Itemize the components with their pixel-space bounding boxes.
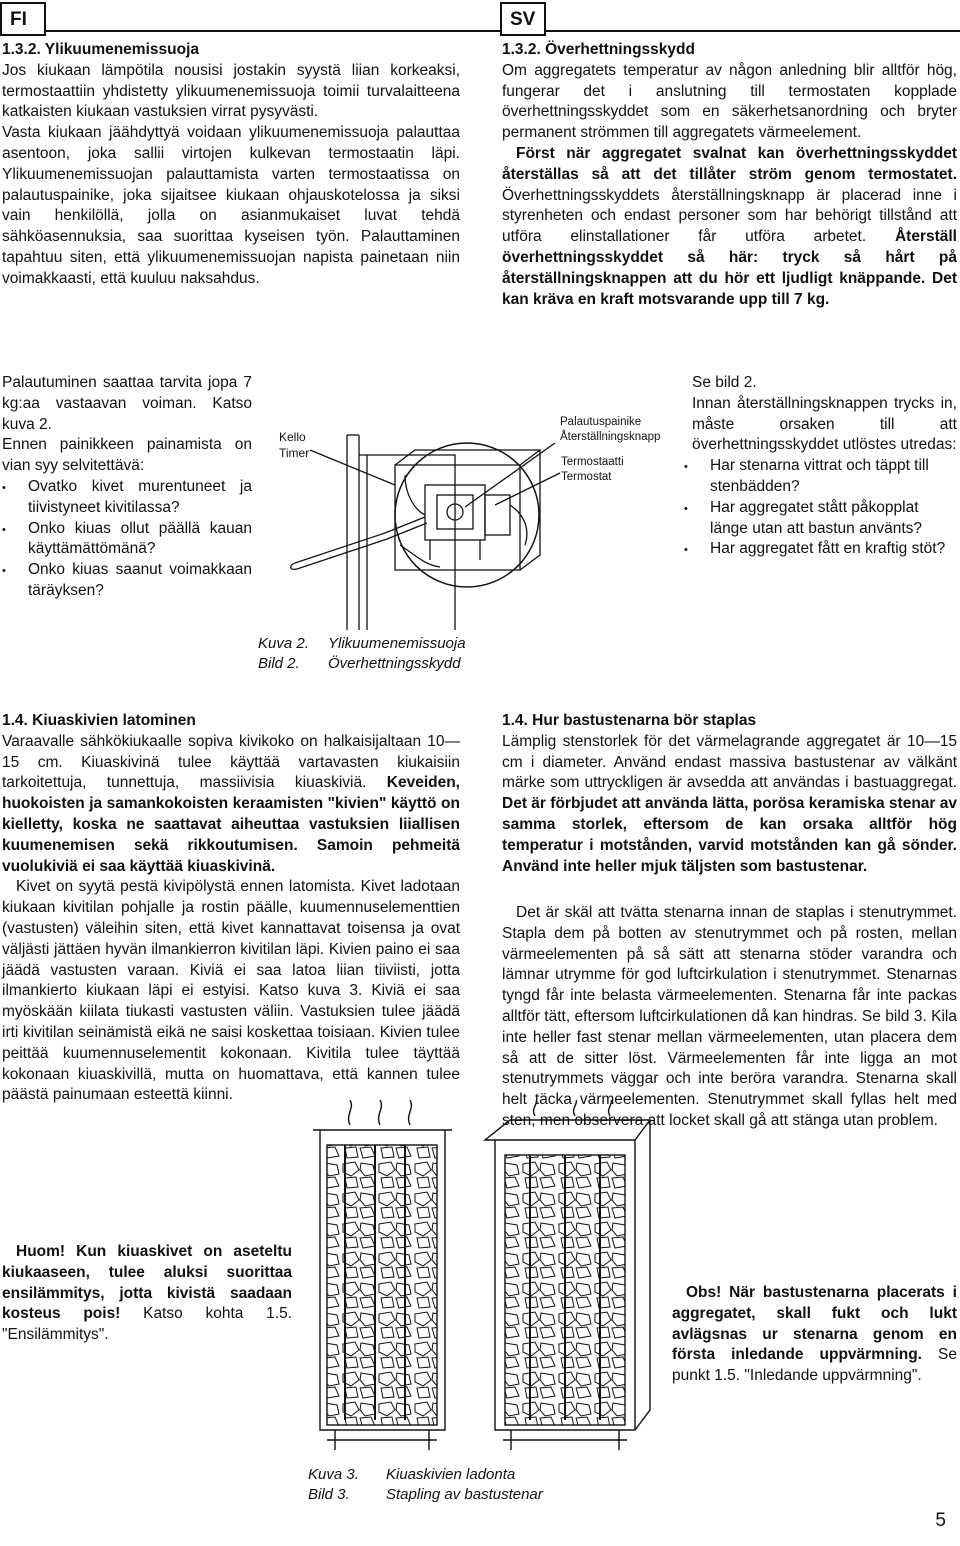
- list-item: • Onko kiuas ollut päällä kauan käyttämättömänä?: [2, 519, 252, 561]
- sv-paragraph: Det är skäl att tvätta stenarna innan de staplas i stenutrymmet. Stapla dem på botten av stenutrymmet och på rosten, mellan värmeelementen på så sätt att stenarna stöder varandra och lämnar utrymme för god luftcirkulation i stenutrymmet. Stenarnas tyngd får inte belasta värmeelementen. Stenarna får inte packas alltför tätt, eftersom luftcirkulationen då kan hindras. Se bild 3. Kila inte heller fast stenar mellan värmeelementen, utan placera dem så att de sitter löst. Värmeelementen får inte ligga an mot stenutrymmets väggar och inte beröra varandra. Stenarna skall helt täcka värmeelementen. Stenutrymmet skall fyllas helt med sten, men observera att locket skall gå att stänga utan problem.: [502, 904, 957, 1129]
- fi-text: Katso kohta 1.5. "Ensilämmitys".: [2, 1305, 292, 1344]
- list-item: • Onko kiuas saanut voimakkaan täräyksen?: [2, 560, 252, 602]
- fi-section-1-3-2: [2, 40, 460, 290]
- list-item: • Ovatko kivet murentuneet ja tiivistyneet kivitilassa?: [2, 477, 252, 519]
- label-thermostat-sv: Termostat: [561, 471, 612, 483]
- label-reset-fi: Palautuspainike: [560, 416, 642, 428]
- list-item: • Har aggregatet stått påkopplat länge utan att bastun använts?: [684, 498, 957, 540]
- sv-paragraph: Innan återställningsknappen trycks in, måste orsaken till att överhettningsskyddet utlöstes utredas:: [692, 394, 957, 454]
- sv-text: Överhettningsskyddets återställningsknapp är placerad inne i styrenheten och endast personer som har behörigt tillstånd att utföra elinstallationer får utföra arbetet.: [502, 186, 957, 246]
- language-tag-sv: SV: [500, 2, 546, 36]
- sv-cause-list: [684, 456, 957, 560]
- figure-2-thermostat-reset-illustration: [255, 395, 690, 635]
- fi-heading-1-3-2: 1.3.2. Ylikuumenemissuoja: [2, 41, 199, 58]
- fi-section-1-4-note: [2, 1242, 292, 1346]
- fi-paragraph: Palautuminen saattaa tarvita jopa 7 kg:aa vastaavan voiman. Katso kuva 2.: [2, 374, 252, 433]
- label-reset-sv: Återställningsknapp: [560, 431, 661, 443]
- caption-text: Ylikuumenemissuoja: [328, 635, 466, 652]
- header-rule-sv: [546, 30, 960, 32]
- fi-paragraph: Jos kiukaan lämpötila nousisi jostakin syystä liian korkeaksi, termostaattiin yhdistetty ylikuumenemissuoja toimii turvalaitteena katkaisten kiukaan vastuksien virrat pysyvästi.: [2, 61, 460, 121]
- sv-paragraph: Om aggregatets temperatur av någon anledning blir alltför hög, fungerar det i anslutning till termostaten kopplade överhettningsskyddet som en säkerhetsanordning och bryter permanent strömmen till aggregatets värmeelement.: [502, 61, 957, 142]
- fi-paragraph: Ennen painikkeen painamista on vian syy selvitettävä:: [2, 436, 252, 475]
- fi-paragraph: Kivet on syytä pestä kivipölystä ennen latomista. Kivet ladotaan kiukaan kivitilan pohjalle ja rostin päälle, kuumennuselementtien (vastusten) väleihin siten, että kivet kannattavat toisensa ja ovat väljästi jättäen hyvän ilmankierron kivitilan läpi. Kivien paino ei saa jäädä vastusten varaan. Kiviä ei saa latoa liian tiiviisti, jotta ilmankierto kiukaan läpi ei estyisi. Katso kuva 3. Kiviä ei saa myöskään kiilata tiukasti vastusten väliin. Vastuksien tulee jäädä irti kivitilan seinämistä eikä ne saisi koskettaa toisiaan. Kivien tulee peittää kuumennuselementit kokonaan. Kivitila tulee täyttää kokonaan kiuaskivillä, mutta on huomattava, että kannen tulee päästä painumaan esteettä kiinni.: [2, 878, 460, 1104]
- caption-text: Överhettningsskydd: [328, 655, 461, 672]
- label-thermostat-fi: Termostaatti: [561, 456, 624, 468]
- fi-section-1-3-2-cont: [2, 373, 252, 602]
- list-item: • Har stenarna vittrat och täppt till stenbädden?: [684, 456, 957, 498]
- sv-section-1-4-note: [672, 1283, 957, 1387]
- sv-text: Lämplig stenstorlek för det värmelagrande aggregatet är 10—15 cm i diameter. Använd endast massiva bastustenar av välkänt märke som uttryckligen är avsedda att användas i bastuaggregat.: [502, 732, 957, 792]
- page-number: 5: [935, 1510, 946, 1531]
- fi-section-1-4: [2, 711, 460, 1106]
- fi-heading-1-4: 1.4. Kiuaskivien latominen: [2, 712, 196, 729]
- label-timer-fi: Kello: [279, 430, 306, 444]
- caption-key: Bild 2.: [258, 655, 300, 672]
- sv-section-1-3-2-cont: [692, 373, 957, 560]
- caption-key: Kuva 3.: [308, 1466, 359, 1483]
- figure-3-caption: [308, 1465, 543, 1505]
- caption-key: Bild 3.: [308, 1486, 350, 1503]
- fi-bold-text: Keveiden, huokoisten ja samankokoisten keraamisten "kivien" käyttö on kielletty, koska ne saattavat aiheuttaa vastuksien liiallisen kuumenemisen sekä rikkoutumisen. Samoin pehmeitä vuolukiviä ei saa käyttää kiuaskivinä.: [2, 774, 460, 875]
- sv-bold-text: Först när aggregatet svalnat kan överhettningsskyddet återställas så att det tillåter ström genom termostatet.: [502, 144, 957, 183]
- fi-paragraph: Vasta kiukaan jäähdyttyä voidaan ylikuumenemissuoja palauttaa asentoon, joka sallii virtojen kulkevan termostaatin läpi. Ylikuumenemissuojan palauttamista varten termostaatissa on palautuspainike, joka sijaitsee kiukaan ohjauskotelossa ja siksi vain henkilöllä, jolla on asianmukaiset luvat tehdä sähköasennuksia, saa suorittaa kyseisen työn. Palauttaminen tapahtuu siten, että ylikuumenemissuojan napista painetaan niin voimakkaasti, että kuuluu naksahdus.: [2, 124, 460, 287]
- fi-cause-list: [2, 477, 252, 602]
- fi-bold-text: Huom! Kun kiuaskivet on aseteltu kiukaaseen, tulee aluksi suorittaa ensilämmitys, jotta kivistä saadaan kosteus pois!: [2, 1243, 292, 1323]
- label-timer-sv: Timer: [279, 446, 310, 460]
- figure-2-caption: [258, 634, 466, 674]
- sv-heading-1-4: 1.4. Hur bastustenarna bör staplas: [502, 712, 757, 729]
- language-tag-fi: FI: [0, 2, 46, 36]
- caption-text: Stapling av bastustenar: [386, 1486, 543, 1503]
- list-item: • Har aggregatet fått en kraftig stöt?: [684, 539, 957, 560]
- sv-bold-text: Återställ överhettningsskyddet så här: tryck så hårt på återställningsknappen att du hör ett ljudligt knäppande. Det kan kräva en kraft motsvarande upp till 7 kg.: [502, 228, 957, 308]
- sv-paragraph: Se bild 2.: [692, 374, 757, 391]
- sv-section-1-4-body: [502, 903, 957, 1132]
- header-rule-fi: [46, 30, 500, 32]
- sv-bold-text: Obs! När bastustenarna placerats i aggregatet, skall fukt och lukt avlägsnas ur stenarna genom en första inledande uppvärmning.: [672, 1284, 957, 1364]
- caption-key: Kuva 2.: [258, 635, 309, 652]
- figure-3-stone-stacking-illustration: [305, 1100, 665, 1455]
- fi-text: Varaavalle sähkökiukaalle sopiva kivikoko on halkaisijaltaan 10—15 cm. Kiuaskivinä tulee käyttää vartavasten kiukaisiin tarkoitettuja, tunnettuja, massiivisia kiuaskiviä.: [2, 732, 460, 792]
- caption-text: Kiuaskivien ladonta: [386, 1466, 516, 1483]
- sv-text: Se punkt 1.5. "Inledande uppvärmning".: [672, 1346, 958, 1385]
- sv-section-1-3-2: [502, 40, 957, 310]
- sv-heading-1-3-2: 1.3.2. Överhettningsskydd: [502, 41, 695, 58]
- sv-bold-text: Det är förbjudet att använda lätta, porösa keramiska stenar av samma storlek, eftersom de kan orsaka alltför hög temperatur i motstånden, varvid motstånden kan gå sönder. Använd inte heller mjuk täljsten som bastustenar.: [502, 795, 957, 875]
- sv-section-1-4: [502, 711, 957, 877]
